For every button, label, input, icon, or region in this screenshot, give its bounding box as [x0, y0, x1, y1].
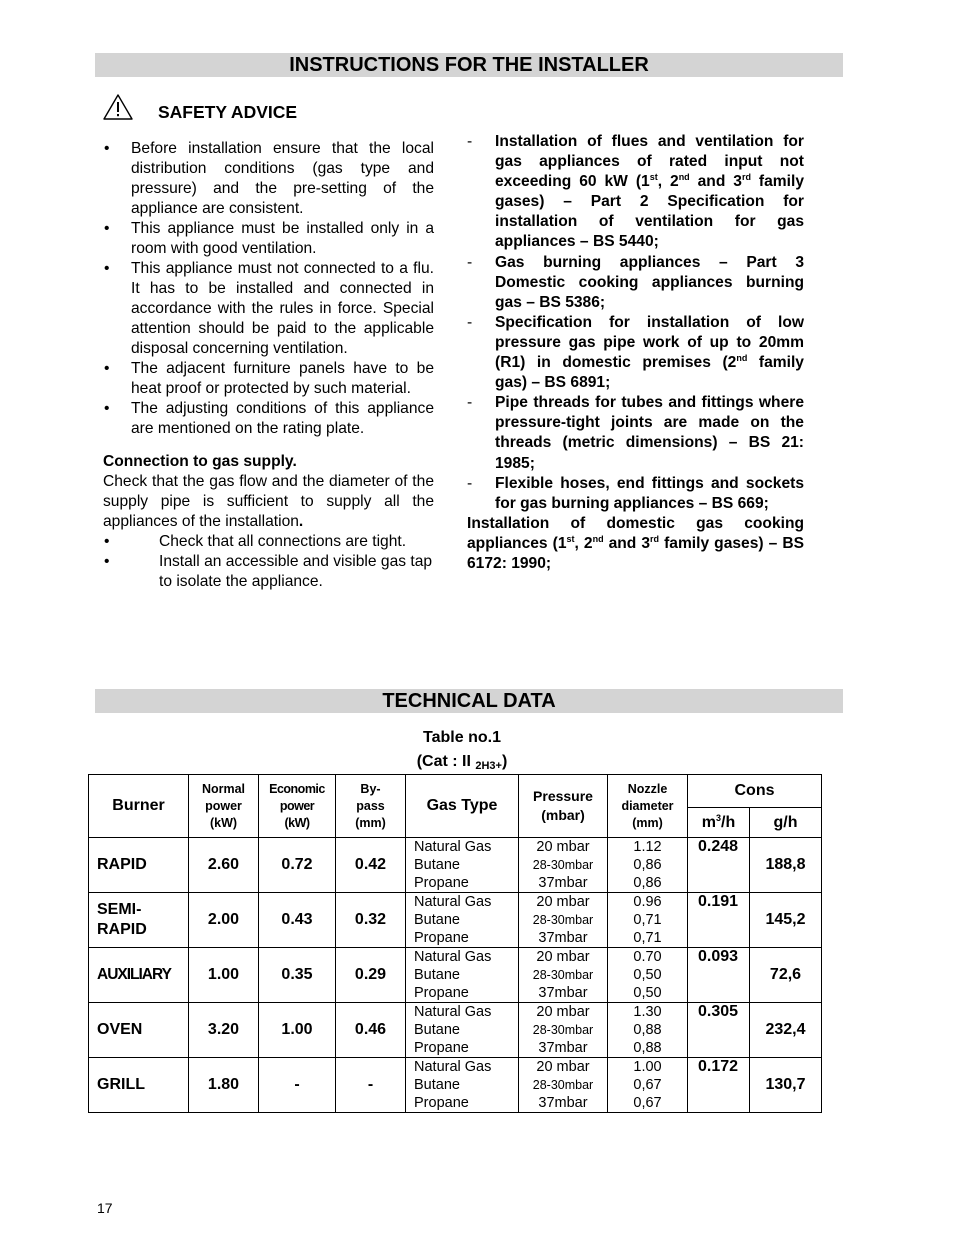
pressure-cell: 20 mbar 28-30mbar 37mbar [519, 838, 608, 893]
nozzle-cell: 1.00 0,67 0,67 [608, 1058, 688, 1113]
header-burner: Burner [89, 775, 189, 838]
nozzle-cell: 1.12 0,86 0,86 [608, 838, 688, 893]
safety-bullet-list [103, 139, 434, 439]
pressure-cell: 20 mbar 28-30mbar 37mbar [519, 893, 608, 948]
header-cons: Cons [688, 775, 822, 808]
pressure-cell: 20 mbar 28-30mbar 37mbar [519, 948, 608, 1003]
standards-column [467, 132, 804, 574]
economic-power-value: 0.35 [259, 948, 336, 1003]
nozzle-cell: 0.70 0,50 0,50 [608, 948, 688, 1003]
table-number: Table no.1 [423, 729, 501, 746]
economic-power-value: - [259, 1058, 336, 1113]
bypass-value: 0.32 [336, 893, 406, 948]
table-row [89, 1003, 822, 1058]
bypass-value: - [336, 1058, 406, 1113]
safety-advice-title: SAFETY ADVICE [158, 102, 298, 122]
connection-bullet-list [103, 532, 434, 592]
pressure-cell: 20 mbar 28-30mbar 37mbar [519, 1058, 608, 1113]
warning-triangle-icon [102, 93, 134, 121]
standard-item: - Specification for installation of low pressure gas pipe work of up to 20mm (R1) in domestic premises (2nd family gas) – BS 6891; [467, 313, 804, 393]
header-pressure: Pressure (mbar) [519, 775, 608, 838]
header-nozzle: Nozzle diameter (mm) [608, 775, 688, 838]
cons-gh-value: 232,4 [750, 1003, 822, 1058]
gas-type-cell: Natural Gas Butane Propane [406, 838, 519, 893]
gas-type-cell: Natural Gas Butane Propane [406, 1058, 519, 1113]
cons-gh-value: 145,2 [750, 893, 822, 948]
standard-item: - Gas burning appliances – Part 3 Domestic cooking appliances burning gas – BS 5386; [467, 253, 804, 313]
header-bypass: By- pass (mm) [336, 775, 406, 838]
economic-power-value: 0.43 [259, 893, 336, 948]
installer-heading: INSTRUCTIONS FOR THE INSTALLER [95, 53, 843, 77]
cons-gh-value: 72,6 [750, 948, 822, 1003]
pressure-cell: 20 mbar 28-30mbar 37mbar [519, 1003, 608, 1058]
table-category: (Cat : II $_{2H3+}$) [416, 753, 508, 772]
safety-bullet: • The adjusting conditions of this appliance are mentioned on the rating plate. [103, 399, 434, 439]
normal-power-value: 1.00 [189, 948, 259, 1003]
header-gas-type: Gas Type [406, 775, 519, 838]
cons-gh-value: 188,8 [750, 838, 822, 893]
technical-data-heading: TECHNICAL DATA [95, 689, 843, 713]
normal-power-value: 2.00 [189, 893, 259, 948]
connection-bullet: • Check that all connections are tight. [103, 532, 434, 552]
burner-name: AUXILIARY [89, 948, 189, 1003]
burner-name: SEMI- RAPID [89, 893, 189, 948]
table-row [89, 893, 822, 948]
nozzle-cell: 1.30 0,88 0,88 [608, 1003, 688, 1058]
connection-bullet: • Install an accessible and visible gas tap to isolate the appliance. [103, 552, 434, 592]
table-row [89, 948, 822, 1003]
cons-m3h-value: 0.248 [688, 838, 750, 893]
normal-power-value: 2.60 [189, 838, 259, 893]
bypass-value: 0.29 [336, 948, 406, 1003]
standard-final: Installation of domestic gas cooking appliances (1st, 2nd and 3rd family gases) – BS 6172: 1990; [467, 514, 804, 572]
burner-name: OVEN [89, 1003, 189, 1058]
cons-m3h-value: 0.191 [688, 893, 750, 948]
burner-name: GRILL [89, 1058, 189, 1113]
header-economic-power: Economic power (kW) [259, 775, 336, 838]
nozzle-cell: 0.96 0,71 0,71 [608, 893, 688, 948]
header-normal-power: Normal power (kW) [189, 775, 259, 838]
connection-title: Connection to gas supply. [103, 453, 297, 470]
burner-name: RAPID [89, 838, 189, 893]
header-m3h: $m^3/h$ [688, 808, 750, 838]
cons-m3h-value: 0.172 [688, 1058, 750, 1113]
normal-power-value: 1.80 [189, 1058, 259, 1113]
bypass-value: 0.42 [336, 838, 406, 893]
technical-data-table [88, 774, 822, 1113]
page-number: 17 [97, 1200, 113, 1216]
gas-type-cell: Natural Gas Butane Propane [406, 893, 519, 948]
safety-column [103, 139, 434, 592]
cons-m3h-value: 0.305 [688, 1003, 750, 1058]
table-row [89, 838, 822, 893]
standard-item: - Flexible hoses, end fittings and sockets for gas burning appliances – BS 669; [467, 474, 804, 514]
bypass-value: 0.46 [336, 1003, 406, 1058]
economic-power-value: 0.72 [259, 838, 336, 893]
table-row [89, 1058, 822, 1113]
standards-list [467, 132, 804, 514]
economic-power-value: 1.00 [259, 1003, 336, 1058]
header-gh: g/h [750, 808, 822, 838]
gas-type-cell: Natural Gas Butane Propane [406, 948, 519, 1003]
cons-gh-value: 130,7 [750, 1058, 822, 1113]
safety-bullet: • Before installation ensure that the local distribution conditions (gas type and pressure) and the pre-setting of the appliance are consistent. [103, 139, 434, 219]
standard-item: - Installation of flues and ventilation for gas appliances of rated input not exceeding 60 kW (1st, 2nd and 3rd family gases) – Part 2 Specification for installation of ventilation for gas appliances – BS 5440; [467, 132, 804, 253]
safety-bullet: • This appliance must be installed only in a room with good ventilation. [103, 219, 434, 259]
cons-m3h-value: 0.093 [688, 948, 750, 1003]
standard-item: - Pipe threads for tubes and fittings where pressure-tight joints are made on the threads (metric dimensions) – BS 21: 1985; [467, 393, 804, 473]
safety-bullet: • The adjacent furniture panels have to be heat proof or protected by such material. [103, 359, 434, 399]
connection-text: Check that the gas flow and the diameter of the supply pipe is sufficient to supply all the appliances of the installation. [103, 473, 434, 530]
normal-power-value: 3.20 [189, 1003, 259, 1058]
safety-bullet: • This appliance must not connected to a flu. It has to be installed and connected in accordance with the rules in force. Special attention should be paid to the applicable disposal concerning ventilation. [103, 259, 434, 359]
gas-type-cell: Natural Gas Butane Propane [406, 1003, 519, 1058]
